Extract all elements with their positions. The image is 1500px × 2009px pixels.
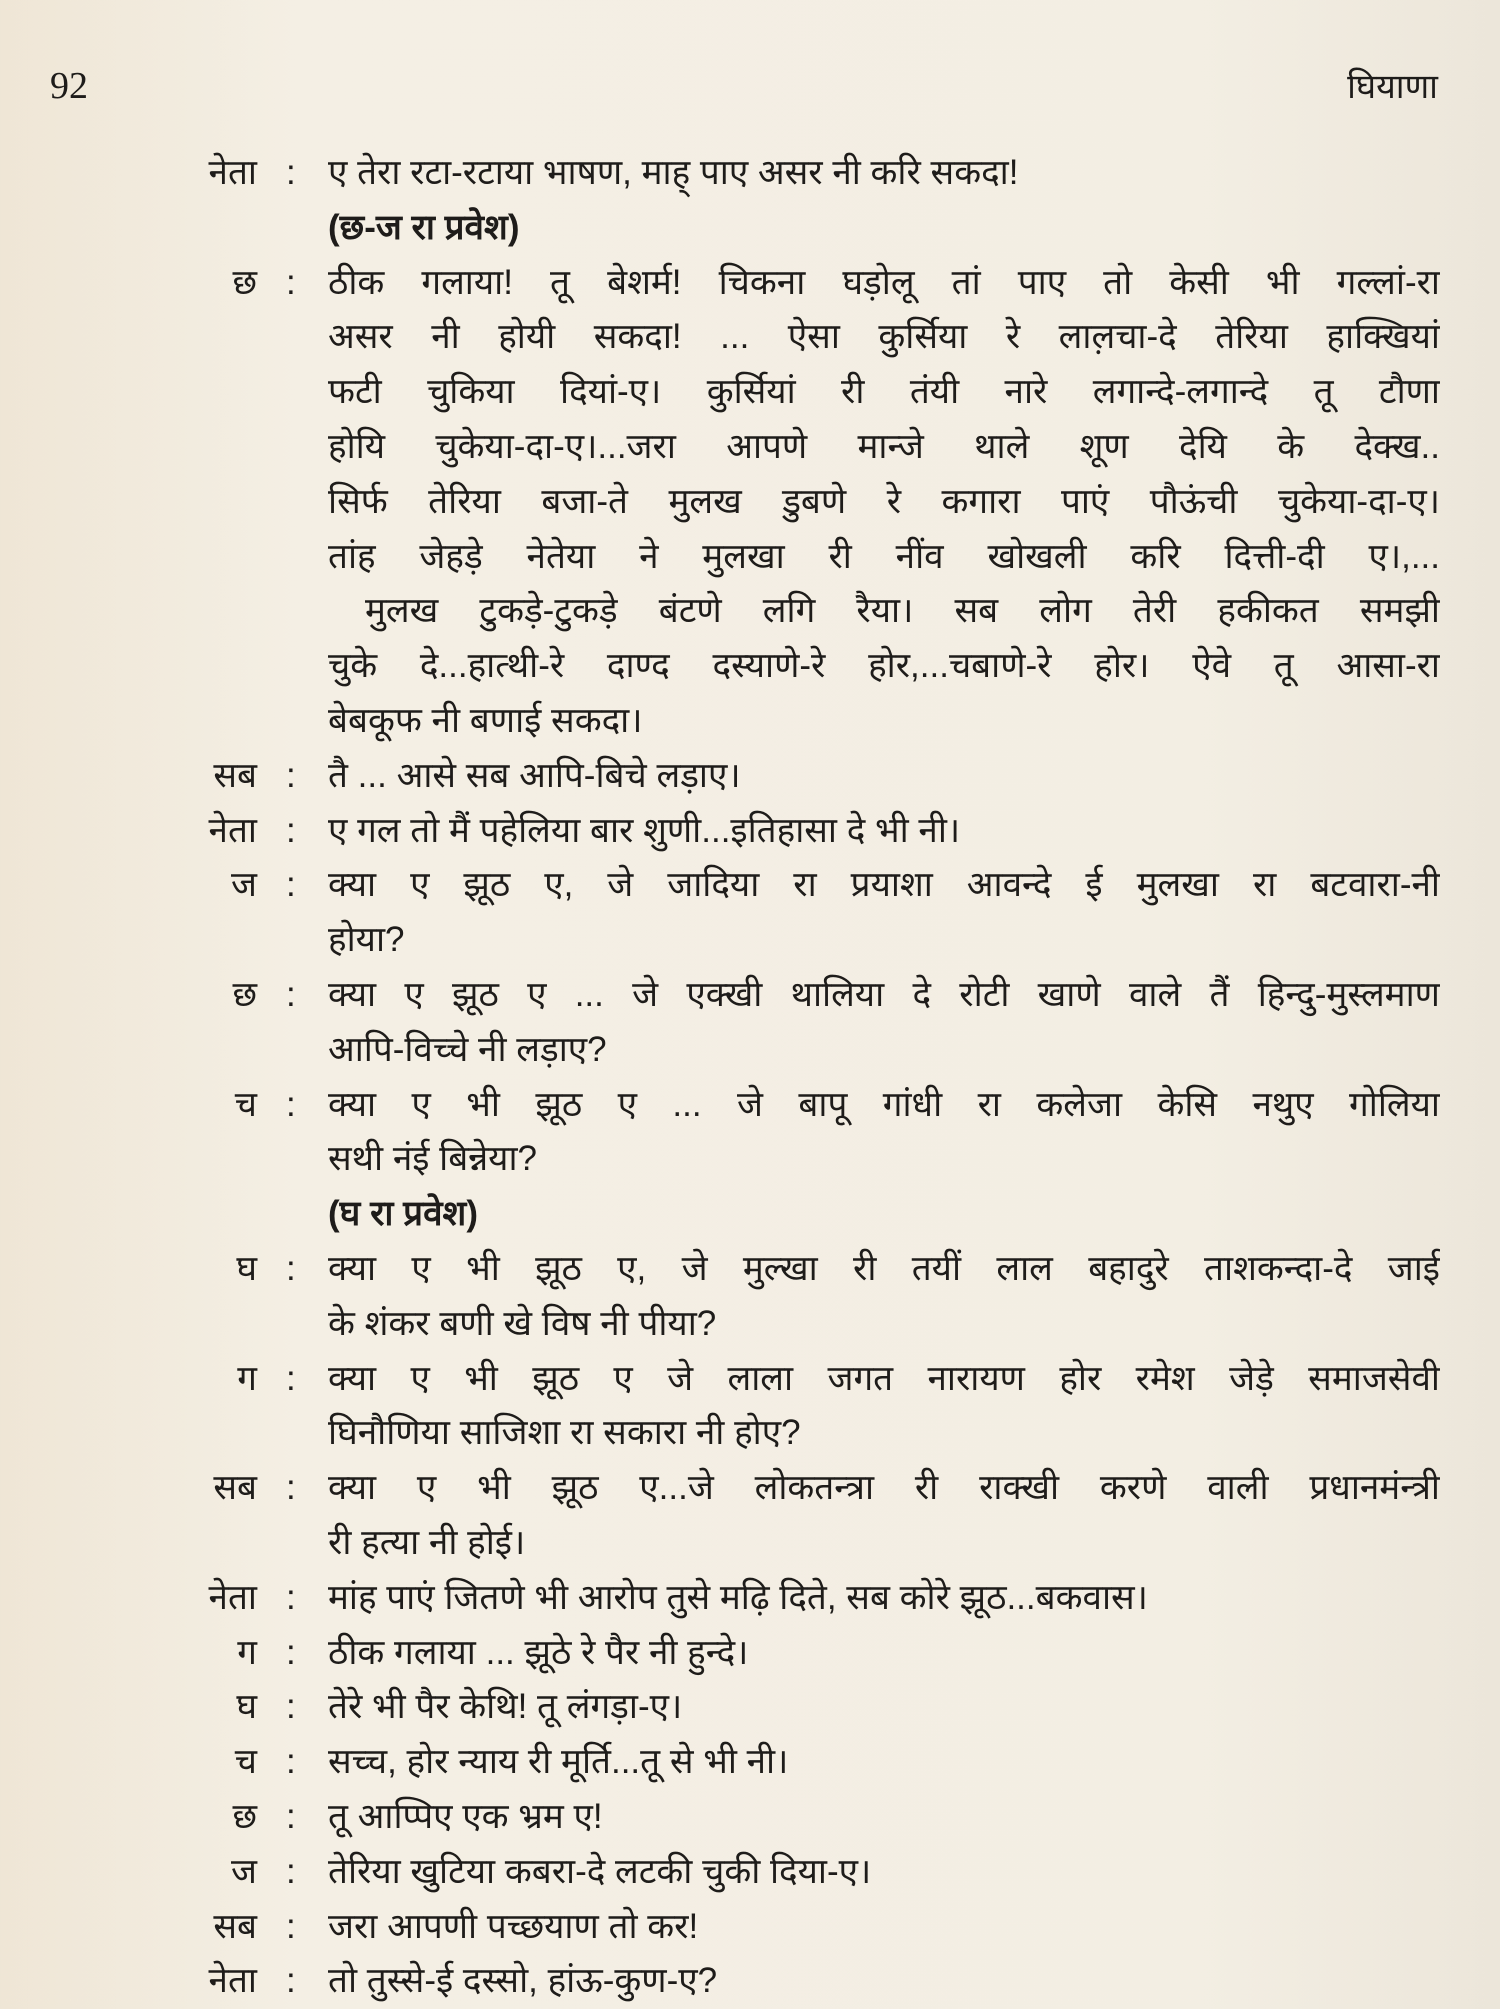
dialogue-line (0, 1461, 1500, 1516)
speaker-colon: : (286, 1468, 296, 1508)
running-title: घियाणा (1347, 68, 1438, 106)
dialogue-line (0, 256, 1500, 311)
speaker-colon: : (286, 755, 296, 795)
dialogue-text: जरा आपणी पच्छयाण तो कर! (328, 1906, 699, 1946)
speaker-name: घ (236, 1248, 257, 1288)
dialogue-line (0, 530, 1500, 585)
speaker-colon: : (286, 1906, 296, 1946)
speaker-colon: : (286, 1358, 296, 1398)
dialogue-line (0, 1790, 1500, 1845)
dialogue-line (0, 146, 1500, 201)
dialogue-text: ठीक गलाया ... झूठे रे पैर नी हुन्दे। (328, 1632, 749, 1672)
dialogue-text: क्या ए भी झूठ ए ... जे बापू गांधी रा कलेजा केसि नथुए गोलिया (328, 1084, 1440, 1124)
speaker-name: घ (236, 1687, 257, 1727)
speaker-name: नेता (208, 1961, 257, 2001)
speaker-name: छ (232, 1796, 257, 1836)
speaker-colon: : (286, 865, 296, 905)
dialogue-line (0, 1516, 1500, 1571)
dialogue-text: चुके दे...हात्थी-रे दाण्द दस्याणे-रे होर,...चबाणे-रे होर। ऐवे तू आसा-रा (328, 646, 1440, 686)
dialogue-text: तांह जेहड़े नेतेया ने मुलखा री नींव खोखली करि दित्ती-दी ए।,... (328, 536, 1440, 576)
speaker-name: नेता (208, 1577, 257, 1617)
dialogue-line (0, 804, 1500, 859)
speaker-colon: : (286, 1851, 296, 1891)
dialogue-text: तेरे भी पैर केथि! तू लंगड़ा-ए। (328, 1687, 683, 1727)
speaker-colon: : (286, 153, 296, 192)
speaker-name: च (234, 1742, 257, 1782)
speaker-colon: : (286, 1687, 296, 1727)
dialogue-line (0, 1132, 1500, 1187)
dialogue-text: मांह पाएं जितणे भी आरोप तुसे मढ़ि दिते, सब कोरे झूठ...बकवास। (328, 1577, 1148, 1617)
dialogue-line (0, 584, 1500, 639)
dialogue-text: ठीक गलाया! तू बेशर्म! चिकना घड़ोलू तां पाए तो केसी भी गल्लां-रा (328, 262, 1440, 302)
speaker-colon: : (286, 810, 296, 850)
speaker-colon: : (286, 974, 296, 1014)
dialogue-line (0, 1242, 1500, 1297)
dialogue-text: क्या ए भी झूठ ए...जे लोकतन्त्रा री राक्खी करणे वाली प्रधानमंन्त्री (328, 1468, 1440, 1508)
dialogue-text: क्या ए भी झूठ ए जे लाला जगत नारायण होर रमेश जेड़े समाजसेवी (328, 1358, 1440, 1398)
dialogue-line (0, 1680, 1500, 1735)
speaker-colon: : (286, 1084, 296, 1124)
dialogue-line (0, 1078, 1500, 1133)
speaker-name: नेता (208, 810, 257, 850)
speaker-name: ज (231, 1851, 257, 1891)
dialogue-text: तो तुस्से-ई दस्सो, हांऊ-कुण-ए? (328, 1961, 718, 2001)
dialogue-text: बेबकूफ नी बणाई सकदा। (328, 700, 643, 740)
dialogue-line (0, 1023, 1500, 1078)
speaker-name: छ (232, 262, 257, 302)
dialogue-text: ए तेरा रटा-रटाया भाषण, माह् पाए असर नी करि सकदा! (328, 153, 1019, 192)
speaker-name: सब (213, 1906, 257, 1946)
speaker-colon: : (286, 1632, 296, 1672)
dialogue-text: होया? (328, 920, 405, 960)
dialogue-line (0, 1626, 1500, 1681)
speaker-name: च (234, 1084, 257, 1124)
dialogue-text: असर नी होयी सकदा! ... ऐसा कुर्सिया रे लाल़चा-दे तेरिया हाक्खियां (328, 317, 1440, 357)
dialogue-text: सिर्फ तेरिया बजा-ते मुलख डुबणे रे कगारा पाएं पौऊंची चुकेया-दा-ए। (328, 481, 1440, 521)
dialogue-line (0, 913, 1500, 968)
dialogue-line (0, 858, 1500, 913)
dialogue-line (0, 694, 1500, 749)
speaker-name: छ (232, 974, 257, 1014)
dialogue-text: सथी नंई बिन्नेया? (328, 1139, 537, 1179)
speaker-colon: : (286, 1577, 296, 1617)
speaker-name: सब (213, 1468, 257, 1508)
dialogue-text: री हत्या नी होई। (328, 1522, 526, 1562)
stage-direction (0, 201, 1500, 256)
dialogue-line (0, 475, 1500, 530)
dialogue-line (0, 749, 1500, 804)
speaker-name: ज (231, 865, 257, 905)
dialogue-line (0, 1735, 1500, 1790)
dialogue-text: घिनौणिया साजिशा रा सकारा नी होए? (328, 1413, 801, 1453)
stage-direction (0, 1187, 1500, 1242)
speaker-colon: : (286, 1248, 296, 1288)
dialogue-text: फटी चुकिया दियां-ए। कुर्सियां री तंयी नारे लगान्दे-लगान्दे तू टौणा (328, 372, 1440, 412)
dialogue-text: मुलख टुकड़े-टुकड़े बंटणे लगि रैया। सब लोग तेरी हकीकत समझी (365, 591, 1440, 631)
dialogue-text: तू आप्पिए एक भ्रम ए! (328, 1796, 603, 1836)
dialogue-line (0, 420, 1500, 475)
dialogue-line (0, 639, 1500, 694)
dialogue-text: क्या ए भी झूठ ए, जे मुल्खा री तयीं लाल बहादुरे ताशकन्दा-दे जाई (328, 1248, 1440, 1288)
speaker-colon: : (286, 262, 296, 302)
dialogue-text: तै ... आसे सब आपि-बिचे लड़ाए। (328, 755, 741, 795)
speaker-colon: : (286, 1796, 296, 1836)
dialogue-line (0, 1954, 1500, 2009)
speaker-colon: : (286, 1742, 296, 1782)
play-dialogue (0, 146, 1500, 2009)
speaker-name: ग (237, 1632, 257, 1672)
dialogue-text: होयि चुकेया-दा-ए।...जरा आपणे मान्जे थाले शूण देयि के देक्ख.. (328, 426, 1440, 466)
stage-direction-text: (छ-ज रा प्रवेश) (328, 207, 520, 247)
dialogue-line (0, 1297, 1500, 1352)
dialogue-text: क्या ए झूठ ए, जे जादिया रा प्रयाशा आवन्दे ई मुलखा रा बटवारा-नी (328, 865, 1440, 905)
speaker-name: नेता (208, 153, 257, 192)
dialogue-text: के शंकर बणी खे विष नी पीया? (328, 1303, 717, 1343)
speaker-colon: : (286, 1961, 296, 2001)
speaker-name: ग (237, 1358, 257, 1398)
dialogue-line (0, 365, 1500, 420)
dialogue-line (0, 1571, 1500, 1626)
dialogue-line (0, 1845, 1500, 1900)
dialogue-text: आपि-विच्चे नी लड़ाए? (328, 1029, 607, 1069)
dialogue-line (0, 968, 1500, 1023)
dialogue-text: ए गल तो मैं पहेलिया बार शुणी...इतिहासा दे भी नी। (328, 810, 961, 850)
dialogue-text: सच्च, होर न्याय री मूर्ति...तू से भी नी। (328, 1742, 789, 1782)
stage-direction-text: (घ रा प्रवेश) (328, 1194, 478, 1234)
dialogue-line (0, 310, 1500, 365)
dialogue-line (0, 1406, 1500, 1461)
dialogue-text: क्या ए झूठ ए ... जे एक्खी थालिया दे रोटी खाणे वाले तैं हिन्दु-मुस्लमाण (328, 974, 1440, 1014)
dialogue-text: तेरिया खुटिया कबरा-दे लटकी चुकी दिया-ए। (328, 1851, 872, 1891)
dialogue-line (0, 1900, 1500, 1955)
dialogue-line (0, 1352, 1500, 1407)
speaker-name: सब (213, 755, 257, 795)
page-number: 92 (50, 65, 88, 107)
